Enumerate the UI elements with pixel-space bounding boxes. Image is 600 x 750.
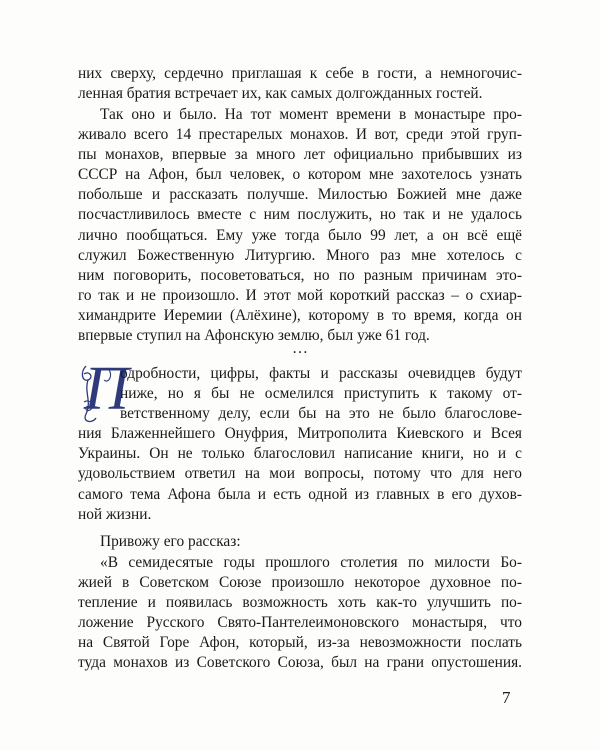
text-line: впервые ступил на Афонскую землю, был уже 61 год. — [78, 327, 430, 345]
text-line: удовольствием ответил на мои вопросы, потому что для него — [78, 465, 522, 483]
text-line: туда монахов из Советского Союза, был на грани опустошения. — [78, 654, 522, 672]
text-line: «В семидесятые годы прошлого столетия по милости Бо- — [100, 554, 522, 571]
paragraph-continuation — [78, 64, 522, 104]
paragraph-monastery — [78, 105, 522, 346]
text-line: живало всего 14 престарелых монахов. И вот, среди этой груп- — [78, 126, 522, 144]
paragraph-quote — [78, 553, 522, 674]
text-line: ним поговорить, посоветоваться, но по разным причинам это- — [78, 266, 522, 284]
text-line: ленная братия встречает их, как самых долгожданных гостей. — [78, 85, 483, 103]
text-line: на Святой Горе Афон, который, из-за невозможности послать — [78, 634, 522, 652]
text-line: самого тема Афона была и есть одной из главных в его духов- — [78, 485, 522, 503]
text-line: Привожу его рассказ: — [100, 533, 241, 550]
text-line: ния Блаженнейшего Онуфрия, Митрополита Киевского и Всея — [78, 425, 522, 443]
paragraph-intro-quote — [78, 532, 522, 552]
text-line: служил Божественную Литургию. Много раз мне хотелось с — [78, 246, 522, 264]
text-line: жией в Советском Союзе произошло некоторое духовное по- — [78, 574, 522, 592]
text-line: посчастливилось вместе с ним послужить, но так и не удалось — [78, 206, 522, 224]
text-line: ветственному делу, если бы на это не было благослове- — [120, 405, 522, 423]
text-line: химандрите Иеремии (Алёхине), которому в то время, когда он — [78, 306, 522, 324]
text-line: ниже, но я бы не осмелился приступить к такому от- — [120, 385, 522, 403]
text-line: одробности, цифры, факты и рассказы очевидцев будут — [120, 365, 522, 382]
section-separator: … — [292, 340, 308, 357]
text-line: СССР на Афон, был человек, о котором мне захотелось узнать — [78, 166, 522, 184]
text-line: Украины. Он не только благословил написание книги, но и с — [78, 445, 522, 463]
text-line: лично пообщаться. Ему уже тогда было 99 лет, а он всё ещё — [78, 226, 522, 244]
text-line: побольше и рассказать получше. Милостью Божией мне даже — [78, 186, 522, 204]
page-number: 7 — [502, 688, 511, 707]
dropcap-letter: П — [84, 355, 129, 423]
text-line: го так и не произошло. И этот мой короткий рассказ – о схиар- — [78, 286, 522, 304]
text-line: ложение Русского Свято-Пантелеимоновского монастыря, что — [78, 614, 522, 632]
text-line: них сверху, сердечно приглашая к себе в гости, а немногочис- — [78, 65, 522, 82]
text-line: тепление и появилась возможность хоть как-то улучшить по- — [78, 594, 522, 612]
text-line: ной жизни. — [78, 505, 152, 523]
text-line: Так оно и было. На тот момент времени в монастыре про- — [100, 106, 522, 123]
paragraph-blessing — [78, 364, 522, 525]
text-line: пы монахов, впервые за много лет официально прибывших из — [78, 146, 522, 164]
